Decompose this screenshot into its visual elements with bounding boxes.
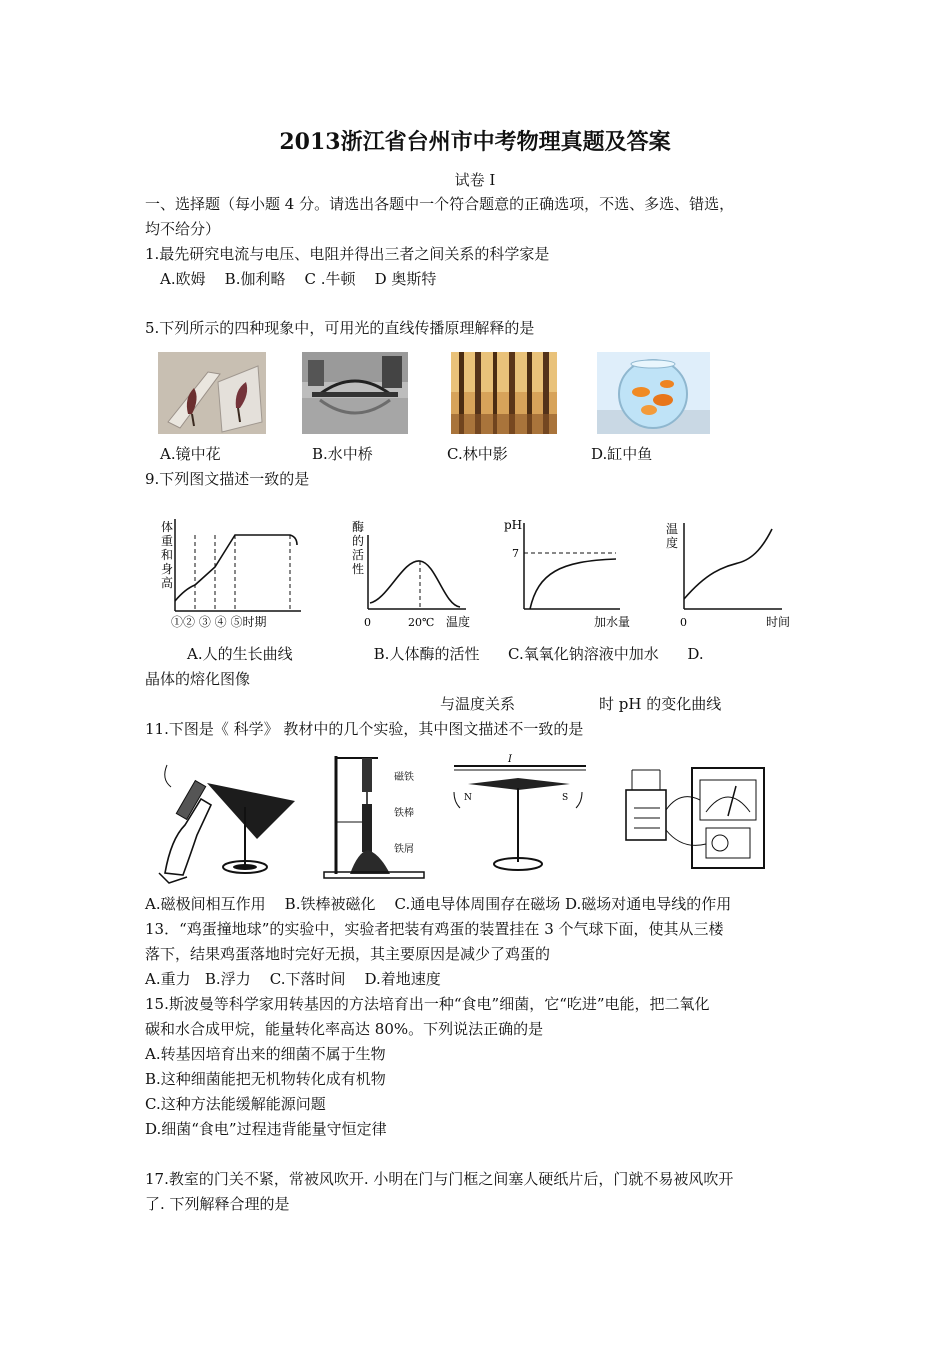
graph-b-x0: 0 (364, 616, 371, 629)
q11-stem: 11.下图是《 科学》 教材中的几个实验，其中图文描述不一致的是 (145, 720, 584, 738)
graph-b-ylabel-2: 活 (352, 548, 365, 562)
graph-c-y7: 7 (512, 547, 519, 560)
figure-current-magnetic-field (450, 752, 590, 887)
q5-option-b: B.水中桥 (312, 445, 373, 463)
q1-options: A.欧姆 B.伽利略 C .牛顿 D 奥斯特 (160, 270, 437, 288)
photo-bridge-reflection (302, 352, 408, 434)
graph-b-xlabel: 温度 (446, 615, 471, 629)
q15-line1: 15.斯波曼等科学家用转基因的方法培育出一种“食电”细菌，它“吃进”电能，把二氧化 (145, 995, 710, 1013)
q9-captions-line3b: 时 pH 的变化曲线 (599, 695, 722, 713)
graph-a-ylabel-1: 重 (161, 534, 174, 548)
page-title: 2013浙江省台州市中考物理真题及答案 (279, 129, 671, 155)
label-iron-rod: 铁棒 (394, 808, 414, 819)
q9-captions-line2: 晶体的熔化图像 (145, 670, 251, 688)
figure-iron-magnetized (318, 752, 438, 887)
graph-enzyme-activity (348, 515, 488, 633)
q9-captions-line1: A.人的生长曲线 B.人体酶的活性 C.氧氧化钠溶液中加水 D. (187, 645, 704, 663)
graph-a-ticks: ①② ③ ④ ⑤时期 (171, 615, 267, 629)
q13-line2: 落下，结果鸡蛋落地时完好无损，其主要原因是减少了鸡蛋的 (145, 945, 551, 963)
q9-stem: 9.下列图文描述一致的是 (145, 470, 310, 488)
graph-ph-curve (500, 515, 640, 633)
q15-option-b: B.这种细菌能把无机物转化成有机物 (145, 1070, 386, 1088)
q5-option-a: A.镜中花 (160, 445, 221, 463)
graph-b-ylabel-3: 性 (352, 562, 365, 576)
q15-option-c: C.这种方法能缓解能源问题 (145, 1095, 326, 1113)
graph-b-ylabel-1: 的 (352, 534, 365, 548)
graph-d-ylabel-0: 温 (666, 522, 679, 536)
graph-c-ylabel: pH (504, 518, 523, 532)
label-north: N (464, 793, 472, 803)
figure-force-on-current (620, 760, 770, 880)
photo-fish-bowl (597, 352, 710, 434)
q1-stem: 1.最先研究电流与电压、电阻并得出三者之间关系的科学家是 (145, 245, 550, 263)
q11-options: A.磁极间相互作用 B.铁棒被磁化 C.通电导体周围存在磁场 D.磁场对通电导线的作用 (145, 895, 732, 913)
label-iron-filings: 铁屑 (394, 844, 414, 855)
q15-option-a: A.转基因培育出来的细菌不属于生物 (145, 1045, 386, 1063)
q15-line2: 碳和水合成甲烷，能量转化率高达 80%。下列说法正确的是 (145, 1020, 544, 1038)
graph-c-xlabel: 加水量 (594, 615, 631, 629)
section-heading-line1: 一、选择题（每小题 4 分。请选出各题中一个符合题意的正确选项，不选、多选、错选， (145, 195, 735, 213)
q17-line2: 了. 下列解释合理的是 (145, 1195, 290, 1213)
graph-b-xmid: 20℃ (408, 616, 435, 629)
graph-growth-curve (155, 515, 335, 633)
graph-a-ylabel-3: 身 (161, 562, 174, 576)
graph-a-ylabel-0: 体 (161, 520, 174, 534)
graph-d-xlabel: 时间 (766, 615, 791, 629)
label-current: I (508, 754, 512, 765)
q15-option-d: D.细菌“食电”过程违背能量守恒定律 (145, 1120, 387, 1138)
q5-option-c: C.林中影 (447, 445, 508, 463)
q5-stem: 5.下列所示的四种现象中，可用光的直线传播原理解释的是 (145, 319, 535, 337)
graph-crystal-melting (660, 515, 800, 633)
q9-captions-line3a: 与温度关系 (440, 695, 516, 713)
graph-b-ylabel-0: 酶 (352, 520, 365, 534)
q13-options: A.重力 B.浮力 C.下落时间 D.着地速度 (145, 970, 441, 988)
figure-magnetic-poles (145, 755, 300, 887)
paper-subtitle: 试卷 I (454, 171, 496, 189)
label-south: S (562, 793, 569, 803)
photo-forest-shadows (451, 352, 557, 434)
q17-line1: 17.教室的门关不紧，常被风吹开. 小明在门与门框之间塞人硬纸片后，门就不易被风吹开 (145, 1170, 734, 1188)
q5-option-d: D.缸中鱼 (591, 445, 653, 463)
graph-a-ylabel-4: 高 (161, 576, 174, 590)
graph-d-x0: 0 (680, 616, 687, 629)
photo-mirror-flower (158, 352, 266, 434)
section-heading-line2: 均不给分） (145, 220, 221, 238)
graph-a-ylabel-2: 和 (161, 548, 174, 562)
q13-line1: 13．“鸡蛋撞地球”的实验中，实验者把装有鸡蛋的装置挂在 3 个气球下面，使其从三楼 (145, 920, 724, 938)
graph-d-ylabel-1: 度 (666, 536, 679, 550)
label-magnet: 磁铁 (394, 772, 414, 783)
